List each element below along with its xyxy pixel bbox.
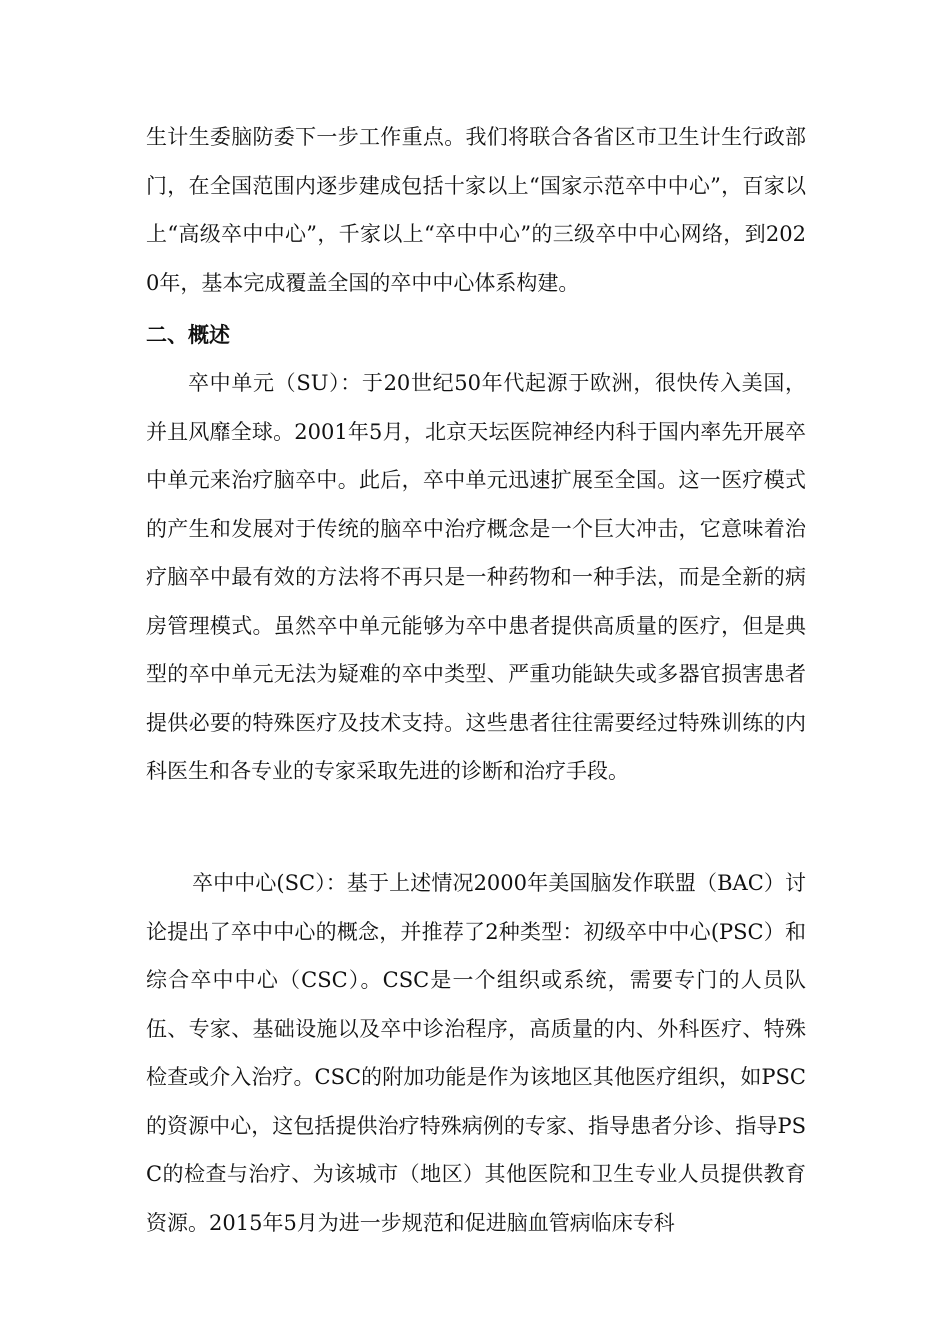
section-heading-overview: 二、概述	[146, 323, 230, 347]
paragraph-continuation: 生计生委脑防委下一步工作重点。我们将联合各省区市卫生计生行政部门，在全国范围内逐步建成包括十家以上“国家示范卒中中心”，百家以上“高级卒中中心”，千家以上“卒中中心”的三级卒中中心网络，到2020年，基本完成覆盖全国的卒中中心体系构建。	[146, 125, 806, 295]
paragraph-stroke-center: 卒中中心(SC）：基于上述情况2000年美国脑发作联盟（BAC）讨论提出了卒中中心的概念，并推荐了2种类型：初级卒中中心(PSC）和综合卒中中心（CSC）。CSC是一个组织或系统，需要专门的人员队伍、专家、基础设施以及卒中诊治程序，高质量的内、外科医疗、特殊检查或介入治疗。CSC的附加功能是作为该地区其他医疗组织，如PSC的资源中心，这包括提供治疗特殊病例的专家、指导患者分诊、指导PSC的检查与治疗、为该城市（地区）其他医院和卫生专业人员提供教育资源。2015年5月为进一步规范和促进脑血管病临床专科	[146, 871, 806, 1235]
paragraph-stroke-unit: 卒中单元（SU）：于20世纪50年代起源于欧洲，很快传入美国，并且风靡全球。2001年5月，北京天坛医院神经内科于国内率先开展卒中单元来治疗脑卒中。此后，卒中单元迅速扩展至全国。这一医疗模式的产生和发展对于传统的脑卒中治疗概念是一个巨大冲击，它意味着治疗脑卒中最有效的方法将不再只是一种药物和一种手法，而是全新的病房管理模式。虽然卒中单元能够为卒中患者提供高质量的医疗，但是典型的卒中单元无法为疑难的卒中类型、严重功能缺失或多器官损害患者提供必要的特殊医疗及技术支持。这些患者往往需要经过特殊训练的内科医生和各专业的专家采取先进的诊断和治疗手段。	[146, 371, 806, 783]
